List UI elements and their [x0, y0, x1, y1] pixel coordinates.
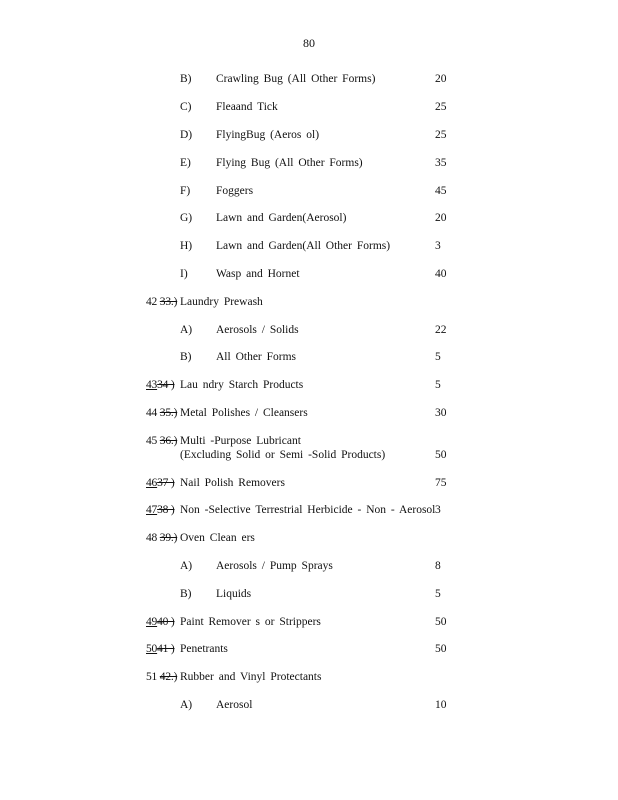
item-label: Fleaand Tick — [216, 101, 278, 113]
item-value: 35 — [435, 157, 447, 169]
item-number-new: 42 — [146, 296, 158, 308]
item-number — [146, 615, 175, 629]
item-label: Metal Polishes / Cleansers — [180, 407, 308, 419]
item-label: Aerosol — [216, 699, 253, 711]
item-number-old: 42.) — [159, 671, 178, 683]
item-label: Flying Bug (All Other Forms) — [216, 157, 363, 169]
item-number-new: 51 — [146, 671, 158, 683]
item-number-old: 36.) — [159, 435, 178, 447]
item-value: 20 — [435, 73, 447, 85]
item-value: 10 — [435, 699, 447, 711]
item-letter: F) — [180, 185, 191, 197]
item-number-old: 35.) — [159, 407, 178, 419]
page-number: 80 — [303, 36, 315, 50]
item-value: 22 — [435, 324, 447, 336]
item-label: Wasp and Hornet — [216, 268, 300, 280]
item-number-new: 49 — [146, 616, 158, 628]
item-number-new: 48 — [146, 532, 158, 544]
item-label: Lau ndry Starch Products — [180, 379, 304, 391]
item-number-new: 50 — [146, 643, 158, 655]
item-label: Penetrants — [180, 643, 228, 655]
item-number — [146, 503, 175, 517]
item-value: 50 — [435, 449, 447, 461]
item-value: 5 — [435, 351, 441, 363]
item-label: Foggers — [216, 185, 254, 197]
item-label: Laundry Prewash — [180, 296, 263, 308]
item-letter: G) — [180, 212, 193, 224]
item-label: Paint Remover s or Strippers — [180, 616, 321, 628]
item-label: Lawn and Garden(Aerosol) — [216, 212, 347, 224]
item-number-old: 33.) — [159, 296, 178, 308]
item-label: Liquids — [216, 588, 252, 600]
item-number-new: 44 — [146, 407, 158, 419]
item-number-old: 39.) — [159, 532, 178, 544]
item-value: 5 — [435, 379, 441, 391]
item-label: Aerosols / Solids — [216, 324, 299, 336]
item-label: Non -Selective Terrestrial Herbicide - Non - Aerosol — [180, 504, 436, 516]
item-letter: D) — [180, 129, 193, 141]
item-label-continued: (Excluding Solid or Semi -Solid Products) — [180, 449, 386, 461]
item-letter: B) — [180, 351, 192, 363]
item-value: 3 — [435, 240, 441, 252]
item-number — [146, 642, 175, 656]
item-number-old: 40 ) — [157, 616, 175, 628]
item-letter: A) — [180, 560, 193, 572]
item-value: 20 — [435, 212, 447, 224]
item-label: Aerosols / Pump Sprays — [216, 560, 333, 572]
item-value: 40 — [435, 268, 447, 280]
item-letter: I) — [180, 268, 188, 280]
item-label: Multi -Purpose Lubricant — [180, 435, 301, 447]
item-number-new: 46 — [146, 477, 158, 489]
item-label: FlyingBug (Aeros ol) — [216, 129, 320, 141]
item-value: 45 — [435, 185, 447, 197]
item-value: 8 — [435, 560, 441, 572]
item-label: Rubber and Vinyl Protectants — [180, 671, 322, 683]
item-letter: A) — [180, 699, 193, 711]
item-number — [146, 531, 177, 545]
item-label: Crawling Bug (All Other Forms) — [216, 73, 376, 85]
item-letter: B) — [180, 73, 192, 85]
item-value: 30 — [435, 407, 447, 419]
item-number-new: 43 — [146, 379, 158, 391]
item-number-old: 37 ) — [157, 477, 175, 489]
item-number-old: 38 ) — [157, 504, 175, 516]
item-letter: B) — [180, 588, 192, 600]
item-number-old: 41 ) — [157, 643, 175, 655]
item-number-new: 45 — [146, 435, 158, 447]
item-value: 25 — [435, 129, 447, 141]
item-number-new: 47 — [146, 504, 158, 516]
item-label: Nail Polish Removers — [180, 477, 285, 489]
item-value: 3 — [435, 504, 441, 516]
item-number — [146, 434, 177, 448]
item-value: 50 — [435, 616, 447, 628]
item-number — [146, 378, 175, 392]
item-value: 50 — [435, 643, 447, 655]
item-number — [146, 670, 177, 684]
item-label: All Other Forms — [216, 351, 297, 363]
item-number-old: 34 ) — [157, 379, 175, 391]
item-value: 25 — [435, 101, 447, 113]
item-value: 75 — [435, 477, 447, 489]
item-label: Oven Clean ers — [180, 532, 255, 544]
item-letter: E) — [180, 157, 191, 169]
item-number — [146, 295, 177, 309]
item-letter: H) — [180, 240, 193, 252]
item-number — [146, 476, 175, 490]
item-label: Lawn and Garden(All Other Forms) — [216, 240, 391, 252]
item-value: 5 — [435, 588, 441, 600]
item-letter: C) — [180, 101, 192, 113]
item-number — [146, 406, 177, 420]
item-letter: A) — [180, 324, 193, 336]
